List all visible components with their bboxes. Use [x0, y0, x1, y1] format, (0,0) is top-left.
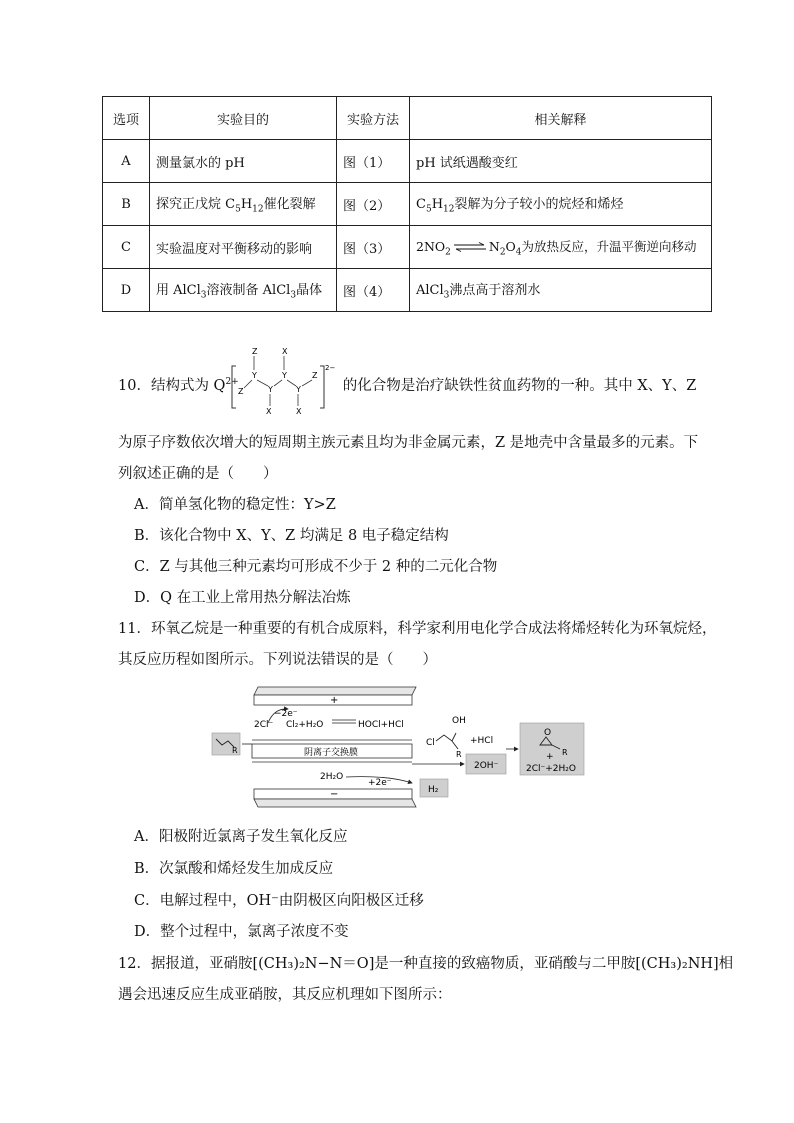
hydrogen-box	[420, 779, 448, 797]
row-option: C	[103, 226, 150, 269]
table-row	[103, 140, 712, 183]
row-method: 图（2）	[337, 183, 410, 226]
svg-text:O: O	[544, 728, 552, 738]
svg-text:阴离子交换膜: 阴离子交换膜	[304, 748, 359, 758]
svg-text:Y: Y	[252, 371, 257, 380]
header-method: 实验方法	[337, 97, 410, 140]
hydroxide-box	[466, 754, 506, 774]
svg-text:2Cl⁻+2H₂O: 2Cl⁻+2H₂O	[526, 764, 576, 774]
q11-option-a[interactable]: A．阳极附近氯离子发生氧化反应	[134, 829, 348, 845]
q11-stem-line2: 其反应历程如图所示。下列说法错误的是（ ）	[118, 652, 437, 668]
svg-text:Z: Z	[238, 387, 244, 396]
row-option: A	[103, 140, 150, 183]
row-explain: pH 试纸遇酸变红	[410, 140, 712, 183]
table-row	[103, 226, 712, 269]
svg-text:Z: Z	[312, 371, 318, 380]
table-row	[103, 269, 712, 312]
svg-text:HOCl+HCl: HOCl+HCl	[358, 720, 404, 730]
q12-stem-line2: 遇会迅速反应生成亚硝胺，其反应机理如下图所示：	[118, 987, 452, 1003]
svg-text:2H₂O: 2H₂O	[320, 772, 344, 782]
anion-exchange-membrane	[252, 740, 412, 762]
svg-text:OH: OH	[452, 716, 466, 726]
anode-plate	[254, 687, 416, 706]
svg-text:−: −	[330, 789, 339, 800]
header-explain: 相关解释	[410, 97, 712, 140]
svg-text:−2e⁻: −2e⁻	[274, 709, 298, 719]
svg-text:2OH⁻: 2OH⁻	[474, 761, 499, 771]
q11-option-c[interactable]: C．电解过程中，OH⁻由阴极区向阳极区迁移	[134, 893, 424, 909]
cathode-plate	[254, 789, 416, 807]
row-explain: $C_5H_{12}$裂解为分子较小的烷烃和烯烃	[410, 183, 712, 226]
q10-option-b[interactable]: B．该化合物中 X、Y、Z 均满足 8 电子稳定结构	[134, 528, 449, 544]
svg-text:Cl₂+H₂O: Cl₂+H₂O	[286, 720, 324, 730]
svg-text:X: X	[282, 347, 288, 356]
svg-text:X: X	[296, 407, 302, 416]
equilibrium-arrow-icon	[453, 240, 487, 255]
experiment-table	[102, 96, 712, 312]
row-option: B	[103, 183, 150, 226]
svg-text:Y: Y	[282, 371, 287, 380]
svg-text:R: R	[232, 746, 238, 755]
table-row	[103, 183, 712, 226]
svg-text:Y: Y	[296, 385, 301, 394]
svg-text:+: +	[330, 695, 339, 706]
row-explain: $2NO_2$ $N_2O_4$为放热反应，升温平衡逆向移动	[410, 226, 712, 269]
q10-option-a[interactable]: A．简单氢化物的稳定性：Y>Z	[134, 497, 336, 513]
svg-text:H₂: H₂	[428, 785, 439, 795]
chlorohydrin-intermediate	[426, 716, 493, 759]
alkene-reactant	[212, 733, 240, 755]
svg-text:+HCl: +HCl	[470, 736, 494, 746]
row-method: 图（3）	[337, 226, 410, 269]
q10-stem-line3: 列叙述正确的是（ ）	[118, 466, 278, 482]
svg-text:X: X	[266, 407, 272, 416]
svg-text:R: R	[456, 750, 462, 759]
svg-text:+2e⁻: +2e⁻	[368, 778, 392, 788]
svg-text:Y: Y	[268, 385, 273, 394]
q10-stem-line2: 为原子序数依次增大的短周期主族元素且均为非金属元素，Z 是地壳中含量最多的元素。下	[118, 435, 699, 451]
row-explain: AlCl$_3$沸点高于溶剂水	[410, 269, 712, 312]
q10-stem-line1: 10．结构式为 $Q^{2+}$ 的化合物是治疗缺铁性贫血药物的一种。其中 X、Y、Z	[118, 377, 697, 394]
q11-electrolysis-diagram	[208, 683, 588, 817]
svg-text:R: R	[562, 748, 568, 757]
svg-text:+: +	[546, 752, 554, 762]
row-option: D	[103, 269, 150, 312]
header-purpose: 实验目的	[150, 97, 337, 140]
row-method: 图（1）	[337, 140, 410, 183]
table-header-row	[103, 97, 712, 140]
row-purpose: 实验温度对平衡移动的影响	[150, 226, 337, 269]
row-purpose: 测量氯水的 pH	[150, 140, 337, 183]
q12-stem-line1: 12．据报道，亚硝胺[(CH₃)₂N−N＝O]是一种直接的致癌物质，亚硝酸与二甲胺[(CH₃)₂NH]相	[118, 956, 734, 972]
header-option: 选项	[103, 97, 150, 140]
svg-text:Cl: Cl	[426, 738, 435, 748]
q11-stem-line1: 11．环氧乙烷是一种重要的有机合成原料，科学家利用电化学合成法将烯烃转化为环氧烷烃，	[118, 621, 717, 637]
q10-option-d[interactable]: D．Q 在工业上常用热分解法冶炼	[134, 590, 351, 606]
svg-text:2−: 2−	[325, 364, 336, 372]
svg-text:Z: Z	[252, 347, 258, 356]
q10-option-c[interactable]: C．Z 与其他三种元素均可形成不少于 2 种的二元化合物	[134, 559, 498, 575]
q11-option-d[interactable]: D．整个过程中，氯离子浓度不变	[134, 924, 349, 940]
q10-structure-formula	[226, 344, 344, 420]
svg-text:2Cl⁻: 2Cl⁻	[254, 720, 274, 730]
epoxide-product	[520, 723, 584, 775]
q11-option-b[interactable]: B．次氯酸和烯烃发生加成反应	[134, 861, 334, 877]
row-purpose: 用 AlCl$_3$溶液制备 AlCl$_3$晶体	[150, 269, 337, 312]
row-method: 图（4）	[337, 269, 410, 312]
row-purpose: 探究正戊烷 $C_5H_{12}$催化裂解	[150, 183, 337, 226]
